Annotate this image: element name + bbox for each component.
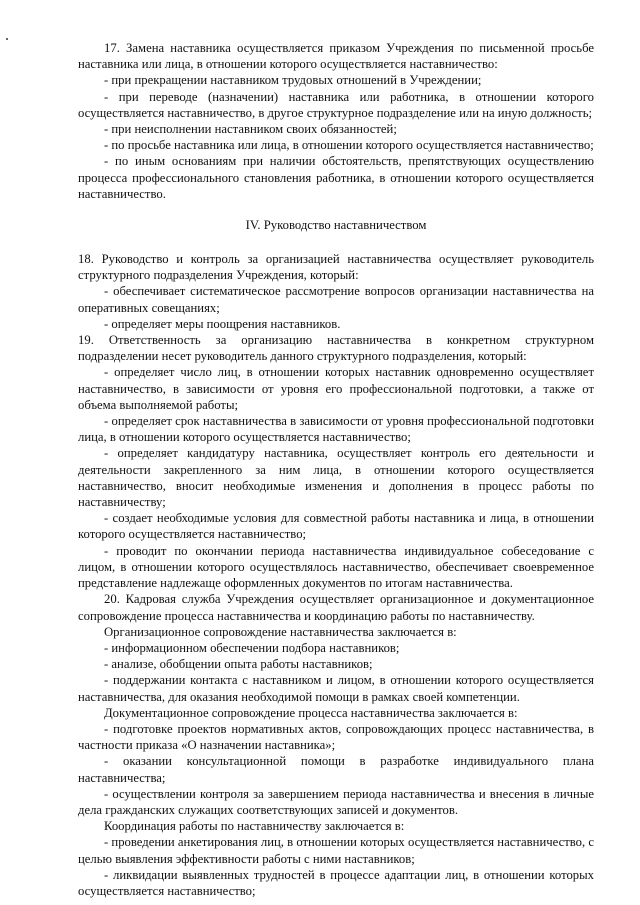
- paragraph: - по иным основаниям при наличии обстоятельств, препятствующих осуществлению процесса профессионального становления работника, в отношении которого осуществляется наставничество.: [78, 154, 594, 201]
- paragraph: - поддержании контакта с наставником и лицом, в отношении которого осуществляется наставничества, для оказания необходимой помощи в рамках своей компетенции.: [78, 673, 594, 704]
- paragraph: - проводит по окончании периода наставничества индивидуальное собеседование с лицом, в отношении которого осуществлялось наставничество, обеспечивает своевременное представление надлежаще оформленных документов по итогам наставничества.: [78, 543, 594, 591]
- section-3-continuation: [78, 40, 594, 202]
- paragraph: - информационном обеспечении подбора наставников;: [104, 640, 400, 655]
- paragraph: Организационное сопровождение наставничества заключается в:: [104, 624, 457, 639]
- section-4-body: [78, 251, 594, 899]
- paragraph: - осуществлении контроля за завершением периода наставничества и внесения в личные дела гражданских служащих соответствующих записей и документов.: [78, 786, 594, 817]
- paragraph: Координация работы по наставничеству заключается в:: [104, 819, 405, 834]
- paragraph: - при переводе (назначении) наставника или работника, в отношении которого осуществляется наставничество, в другое структурное подразделение или на иную должность;: [78, 89, 594, 120]
- paragraph: - обеспечивает систематическое рассмотрение вопросов организации наставничества на оперативных совещаниях;: [78, 284, 594, 315]
- paragraph: - при прекращении наставником трудовых отношений в Учреждении;: [104, 73, 482, 88]
- paragraph: - проведении анкетирования лиц, в отношении которых осуществляется наставничество, с целью выявления эффективности работы с ними наставников;: [78, 835, 594, 866]
- paragraph: 19. Ответственность за организацию наставничества в конкретном структурном подразделении несет руководитель данного структурного подразделения, который:: [78, 333, 594, 364]
- paragraph: - анализе, обобщении опыта работы наставников;: [104, 657, 373, 672]
- paragraph: - ликвидации выявленных трудностей в процессе адаптации лиц, в отношении которых осуществляется наставничество;: [78, 867, 594, 898]
- section-heading: IV. Руководство наставничеством: [245, 218, 427, 233]
- paragraph: Документационное сопровождение процесса наставничества заключается в:: [104, 705, 518, 720]
- paragraph: 18. Руководство и контроль за организацией наставничества осуществляет руководитель структурного подразделения Учреждения, который:: [78, 252, 594, 283]
- paragraph: - при неисполнении наставником своих обязанностей;: [104, 122, 397, 137]
- paragraph: - подготовке проектов нормативных актов, сопровождающих процесс наставничества, в частности приказа «О назначении наставника»;: [78, 721, 594, 753]
- paragraph: 17. Замена наставника осуществляется приказом Учреждения по письменной просьбе наставника или лица, в отношении которого осуществляется наставничество:: [78, 41, 594, 72]
- paragraph: - оказании консультационной помощи в разработке индивидуального плана наставничества;: [78, 754, 594, 785]
- paragraph: - определяет меры поощрения наставников.: [104, 316, 341, 331]
- paragraph: - создает необходимые условия для совместной работы наставника и лица, в отношении которого осуществляется наставничество;: [78, 511, 594, 542]
- paragraph: - определяет число лиц, в отношении которых наставник одновременно осуществляет наставничество, в зависимости от уровня его профессиональной подготовки, а также от объема выполняемой работы;: [78, 365, 594, 412]
- paragraph: - определяет кандидатуру наставника, осуществляет контроль его деятельности и деятельности закрепленного за ним лица, в отношении которого осуществляется наставничество, вносит необходимые изменения и дополнения в процесс работы по наставничеству;: [78, 446, 594, 510]
- scan-speck: [6, 38, 8, 40]
- paragraph: 20. Кадровая служба Учреждения осуществляет организационное и документационное сопровождение процесса наставничества и координацию работы по наставничеству.: [78, 592, 594, 623]
- paragraph: - по просьбе наставника или лица, в отношении которого осуществляется наставничество;: [104, 138, 594, 153]
- document-page: [78, 40, 594, 899]
- paragraph: - определяет срок наставничества в зависимости от уровня профессиональной подготовки лица, в отношении которого осуществляется наставничество;: [78, 414, 594, 445]
